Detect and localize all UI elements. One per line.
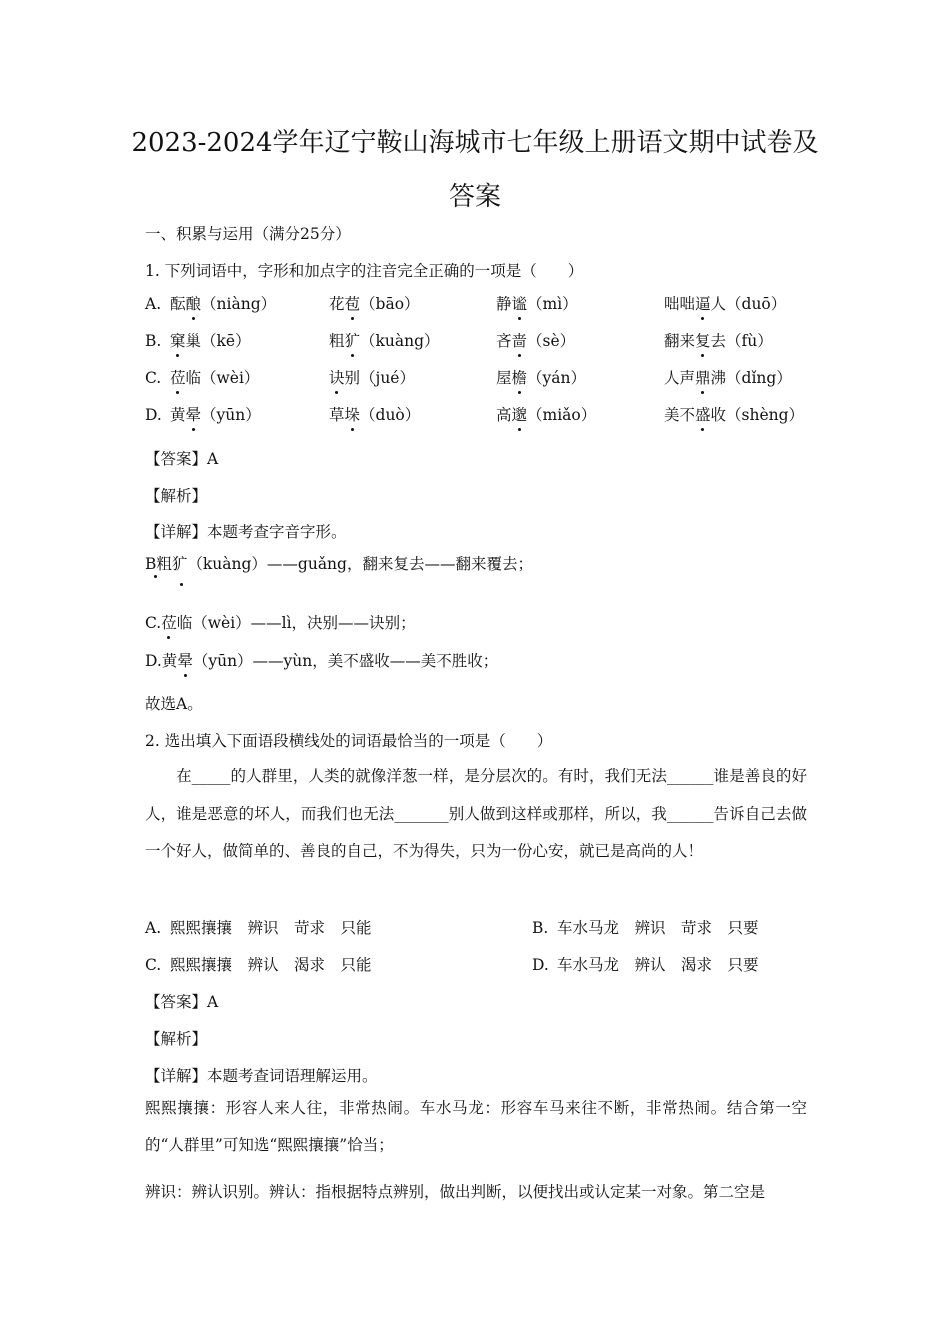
dotted-char: 诀 — [329, 369, 345, 387]
q1-analysis-label: 【解析】 — [145, 487, 208, 505]
q1-option-item — [329, 368, 415, 388]
q1-option-item — [170, 331, 251, 351]
q1-option-label: C. — [145, 369, 162, 387]
q1-option-item — [329, 405, 420, 425]
item-prefix: 草 — [329, 406, 345, 424]
dotted-char: 谧 — [511, 295, 528, 313]
dotted-char: 盛 — [695, 406, 711, 424]
item-suffix: （duò） — [360, 406, 421, 424]
item-prefix: 翻来 — [664, 332, 696, 350]
q2-option-text: 车水马龙 辨识 苛求 只要 — [557, 919, 759, 937]
q2-passage-text: 在_____的人群里，人类的就像洋葱一样，是分层次的。有时，我们无法______谁是善良的好人，谁是恶意的坏人，而我们也无法_______别人做到这样或那样，所以，我______告诉自己去做一个好人，做简单的、善良的自己，不为得失，只为一份心安，就已是高尚的人！ — [145, 767, 807, 860]
item-prefix: 美不 — [664, 406, 696, 424]
dotted-char: 逼 — [695, 295, 711, 313]
item-suffix: （yūn） — [201, 406, 261, 424]
item-suffix: 临（wèi） — [185, 369, 260, 387]
item-suffix: 人（duō） — [710, 295, 787, 313]
section-heading: 一、积累与运用（满分25分） — [145, 225, 351, 243]
item-prefix: 吝 — [496, 332, 512, 350]
dotted-char: 檐 — [511, 369, 528, 387]
q1-explanation-b: B粗犷（kuàng）——guǎng，翻来复去——翻来覆去； — [145, 555, 533, 573]
item-prefix: 屋 — [496, 369, 512, 387]
q1-option-item — [664, 368, 792, 388]
dotted-char: 莅 — [161, 614, 177, 632]
q1-option-item — [170, 405, 261, 425]
q2-detail: 【详解】本题考查词语理解运用。 — [145, 1067, 378, 1085]
item-suffix: 别（jué） — [344, 369, 415, 387]
item-prefix: 酝 — [170, 295, 186, 313]
q1-detail: 【详解】本题考查字音字形。 — [145, 523, 347, 541]
q1-option-item — [496, 368, 586, 388]
item-prefix: 花 — [329, 295, 345, 313]
item-suffix: 去（fù） — [710, 332, 773, 350]
q2-passage — [145, 758, 807, 871]
q1-option-item — [170, 294, 276, 314]
item-prefix: 静 — [496, 295, 512, 313]
q1-option-item — [496, 331, 575, 351]
q1-answer: 【答案】A — [145, 450, 219, 468]
item-suffix: 巢（kē） — [185, 332, 251, 350]
q2-stem: 2. 选出填入下面语段横线处的词语最恰当的一项是（ ） — [145, 732, 553, 750]
q1-option-item — [496, 405, 596, 425]
exp-c-text: 临（wèi）——lì，决别——诀别； — [176, 614, 416, 632]
q1-option-item — [664, 331, 773, 351]
q1-explanation-c — [145, 613, 416, 633]
emphasis-dot — [154, 575, 157, 578]
q1-option-item — [329, 294, 420, 314]
q1-option-item — [496, 294, 578, 314]
item-prefix: 黄 — [170, 406, 186, 424]
q2-option-text: 熙熙攘攘 辨认 渴求 只能 — [170, 956, 372, 974]
q1-explanation-d — [145, 651, 498, 671]
dotted-char: 啬 — [511, 332, 528, 350]
q2-option-text: 熙熙攘攘 辨识 苛求 只能 — [170, 919, 372, 937]
dotted-char: 犷 — [344, 332, 361, 350]
item-suffix: （miǎo） — [527, 406, 597, 424]
item-prefix: 高 — [496, 406, 512, 424]
dotted-char: 复 — [695, 332, 711, 350]
exp-c-prefix: C. — [145, 614, 162, 632]
item-suffix: （yán） — [527, 369, 587, 387]
q2-analysis-label: 【解析】 — [145, 1030, 208, 1048]
exp-d-text: （yūn）——yùn，美不盛收——美不胜收； — [192, 652, 499, 670]
dotted-char: 晕 — [185, 406, 202, 424]
q2-option-label: C. — [145, 956, 162, 974]
item-suffix: （mì） — [527, 295, 578, 313]
q2-option-text: 车水马龙 辨认 渴求 只要 — [557, 956, 759, 974]
item-suffix: 收（shèng） — [710, 406, 805, 424]
q1-option-label: A. — [145, 295, 162, 313]
item-suffix: 沸（dǐng） — [710, 369, 792, 387]
item-prefix: 粗 — [329, 332, 345, 350]
dotted-char: 莅 — [170, 369, 186, 387]
dotted-char: 窠 — [170, 332, 186, 350]
item-prefix: 咄咄 — [664, 295, 696, 313]
title-line-2: 答案 — [448, 182, 501, 212]
q1-stem: 1. 下列词语中，字形和加点字的注音完全正确的一项是（ ） — [145, 262, 584, 280]
q2-explanation-2: 辨识：辨认识别。辨认：指根据特点辨别，做出判断，以便找出或认定某一对象。第二空是 — [145, 1183, 766, 1201]
q1-conclusion: 故选A。 — [145, 695, 203, 713]
title-line-1: 2023-2024学年辽宁鞍山海城市七年级上册语文期中试卷及 — [131, 128, 819, 158]
q1-option-item — [664, 405, 804, 425]
q1-option-item — [170, 368, 259, 388]
q2-option-label: D. — [532, 956, 549, 974]
q1-option-label: B. — [145, 332, 162, 350]
item-suffix: （bāo） — [360, 295, 420, 313]
q2-option-label: A. — [145, 919, 162, 937]
dotted-char: 酿 — [185, 295, 202, 313]
dotted-char: 苞 — [344, 295, 361, 313]
q2-option-label: B. — [532, 919, 549, 937]
dotted-char: 鼎 — [695, 369, 711, 387]
q2-answer: 【答案】A — [145, 993, 219, 1011]
dotted-char: 邈 — [511, 406, 528, 424]
item-prefix: 人声 — [664, 369, 696, 387]
exp-d-prefix: D.黄 — [145, 652, 178, 670]
document-title — [120, 116, 830, 224]
item-suffix: （sè） — [527, 332, 576, 350]
q1-option-item — [329, 331, 440, 351]
q2-explanation-1: 熙熙攘攘：形容人来人往，非常热闹。车水马龙：形容车马来往不断，非常热闹。结合第一空的“人群里”可知选“熙熙攘攘”恰当； — [145, 1099, 807, 1154]
emphasis-dot — [180, 583, 183, 586]
item-suffix: （niàng） — [201, 295, 277, 313]
q1-option-item — [664, 294, 786, 314]
dotted-char: 晕 — [177, 652, 193, 670]
item-suffix: （kuàng） — [360, 332, 440, 350]
dotted-char: 垛 — [344, 406, 361, 424]
q1-option-label: D. — [145, 406, 162, 424]
